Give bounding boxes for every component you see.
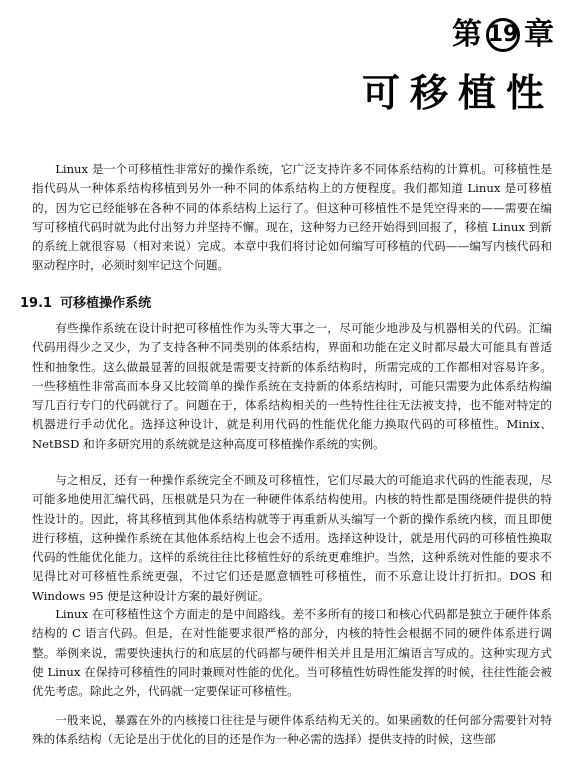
chapter-title: 可移植性 <box>361 71 554 115</box>
intro-paragraph: Linux 是一个可移植性非常好的操作系统，它广泛支持许多不同体系结构的计算机。可移植性是指代码从一种体系结构移植到另外一种不同的体系结构上的方便程度。我们都知道 Linux 是可移植的，因为它已经能够在各种不同的体系结构上运行了。但这种可移植性不是凭空得来的——需要在编写可移植代码时就为此付出努力并坚持不懈。现在，这种努力已经开始得到回报了，移植 Linux 到新的系统上就很容易（相对来说）完成。本章中我们将讨论如何编写可移植的代码——编写内核代码和驱动程序时，必须时刻牢记这个问题。 <box>32 162 552 273</box>
chapter-number-badge: 19 <box>486 18 520 52</box>
chapter-suffix: 章 <box>524 17 554 52</box>
body-paragraph: 有些操作系统在设计时把可移植性作为头等大事之一，尽可能少地涉及与机器相关的代码。汇编代码用得少之又少，为了支持各种不同类别的体系结构，界面和功能在定义时都尽最大可能具有普适性和抽象性。这么做最显著的回报就是需要支持新的体系结构时，所需完成的工作都相对容易许多。一些移植性非常高而本身又比较简单的操作系统在支持新的体系结构时，可能只需要为此体系结构编写几百行专门的代码就行了。问题在于，体系结构相关的一些特性往往无法被支持，也不能对特定的机器进行手动优化。选择这种设计，就是利用代码的性能优化能力换取代码的可移植性。Minix、NetBSD 和许多研究用的系统就是这种高度可移植操作系统的实例。 <box>32 321 552 451</box>
section-number: 19.1 <box>20 296 53 311</box>
section-heading <box>20 292 151 311</box>
body-paragraph: 与之相反，还有一种操作系统完全不顾及可移植性，它们尽最大的可能追求代码的性能表现，尽可能多地使用汇编代码，压根就是只为在一种硬件体系结构使用。内核的特性都是围绕硬件提供的特性设计的。因此，将其移植到其他体系结构就等于再重新从头编写一个新的操作系统内核，而且即便进行移植，这种操作系统在其他体系结构上也会不适用。选择这种设计，就是用代码的可移植性换取代码的性能优化能力。这样的系统往往比移植性好的系统更难维护。当然，这种系统对性能的要求不见得比对可移植性系统更强，不过它们还是愿意牺牲可移植性，而不乐意让设计打折扣。DOS 和 Windows 95 便是这种设计方案的最好例证。 <box>32 473 552 603</box>
chapter-prefix: 第 <box>452 17 482 52</box>
body-paragraph: Linux 在可移植性这个方面走的是中间路线。差不多所有的接口和核心代码都是独立于硬件体系结构的 C 语言代码。但是，在对性能要求很严格的部分，内核的特性会根据不同的硬件体系进行调整。举例来说，需要快速执行的和底层的代码都与硬件相关并且是用汇编语言写成的。这种实现方式使 Linux 在保持可移植性的同时兼顾对性能的优化。当可移植性妨碍性能发挥的时候，往往性能会被优先考虑。除此之外，代码就一定要保证可移植性。 <box>32 607 552 699</box>
body-paragraph: 一般来说，暴露在外的内核接口往往是与硬件体系结构无关的。如果函数的任何部分需要针对特殊的体系结构（无论是出于优化的目的还是作为一种必需的选择）提供支持的时候，这些部 <box>32 713 552 747</box>
chapter-label <box>452 18 554 52</box>
section-title: 可移植操作系统 <box>60 296 152 311</box>
